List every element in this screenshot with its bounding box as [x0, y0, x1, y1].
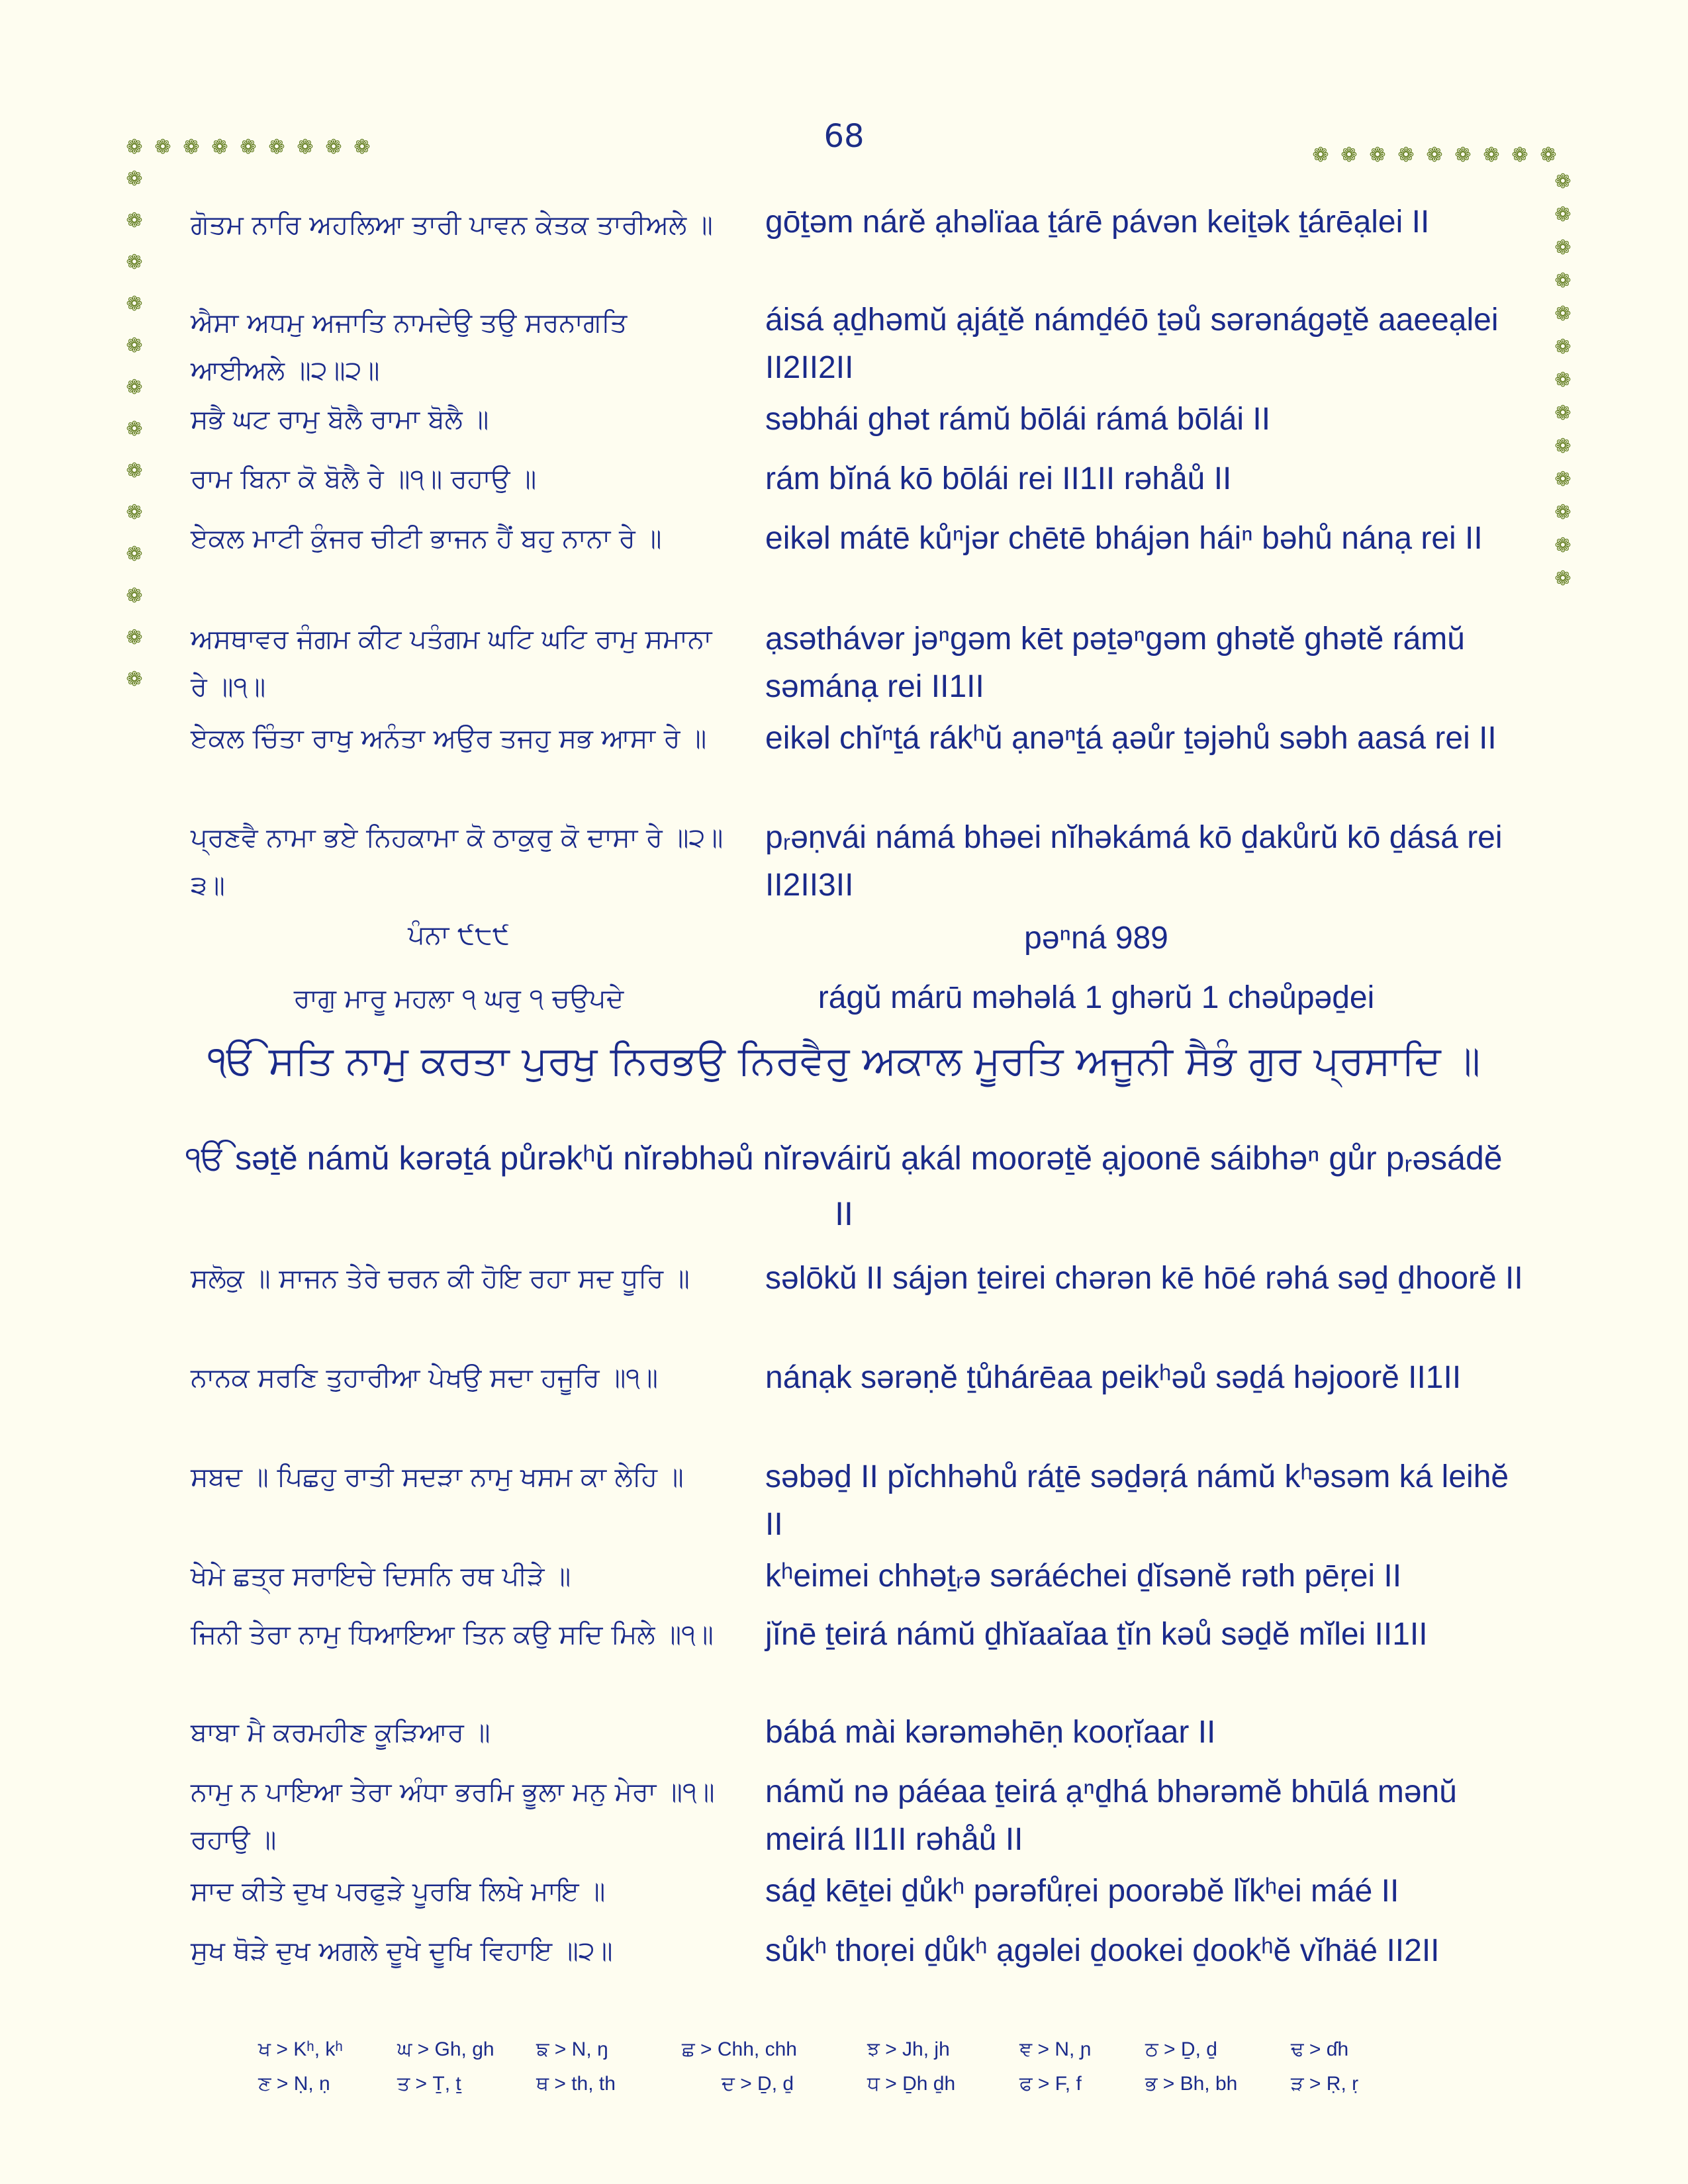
- legend-item: ਠ > Ḏ, ḏ: [1145, 2038, 1217, 2060]
- flower-ornament-icon: ❁: [1340, 144, 1358, 167]
- flower-ornament-icon: ❁: [1554, 567, 1571, 590]
- transliteration-line: eikəl mátē kůⁿjər chētē bhájən háiⁿ bəhů nánạ rei II: [765, 521, 1483, 556]
- gurmukhi-line: ਅਸਥਾਵਰ ਜੰਗਮ ਕੀਟ ਪਤੰਗਮ ਘਟਿ ਘਟਿ ਰਾਮੁ ਸਮਾਨਾ ਰੇ ॥੧॥: [191, 624, 712, 702]
- gurmukhi-line: ਰਾਮ ਬਿਨਾ ਕੋ ਬੋਲੈ ਰੇ ॥੧॥ ਰਹਾਉ ॥: [191, 464, 537, 494]
- legend-item: ਣ > Ṇ, ṇ: [258, 2073, 330, 2095]
- flower-ornament-icon: ❁: [211, 136, 228, 159]
- flower-ornament-icon: ❁: [1312, 144, 1329, 167]
- legend-item: ਞ > N, ɲ: [1019, 2038, 1092, 2060]
- transliteration-line: sáḏ kēṯei ḏůkʰ pərəfůṛei poorəbĕ lĭkʰei máé II: [765, 1874, 1399, 1909]
- legend-item: ਭ > Bh, bh: [1145, 2073, 1238, 2095]
- flower-ornament-icon: ❁: [297, 136, 314, 159]
- flower-ornament-icon: ❁: [240, 136, 257, 159]
- panna-gurmukhi: ਪੰਨਾ ੯੮੯: [408, 920, 510, 950]
- flower-ornament-icon: ❁: [126, 209, 143, 232]
- legend-item: ਝ > Jh, jh: [867, 2038, 950, 2060]
- gurmukhi-line: ਐਸਾ ਅਧਮੁ ਅਜਾਤਿ ਨਾਮਦੇਉ ਤਉ ਸਰਨਾਗਤਿ ਆਈਅਲੇ ॥੨॥੨॥: [191, 308, 628, 386]
- flower-ornament-icon: ❁: [126, 167, 143, 191]
- transliteration-line: pᵣəṇvái námá bhəei nĭhəkámá kō ḏakůrŭ kō ḏásá rei II2II3II: [765, 820, 1503, 903]
- flower-ornament-icon: ❁: [1554, 302, 1571, 326]
- flower-ornament-icon: ❁: [1554, 402, 1571, 425]
- gurmukhi-line: ਬਾਬਾ ਮੈ ਕਰਮਹੀਣ ਕੂੜਿਆਰ ॥: [191, 1717, 491, 1748]
- gurmukhi-line: ਏਕਲ ਮਾਟੀ ਕੁੰਜਰ ਚੀਟੀ ਭਾਜਨ ਹੈਂ ਬਹੁ ਨਾਨਾ ਰੇ ॥: [191, 523, 662, 554]
- gurmukhi-line: ਸੁਖ ਥੋੜੇ ਦੁਖ ਅਗਲੇ ਦੂਖੇ ਦੂਖਿ ਵਿਹਾਇ ॥੨॥: [191, 1936, 613, 1966]
- gurmukhi-line: ਏਕਲ ਚਿੰਤਾ ਰਾਖੁ ਅਨੰਤਾ ਅਉਰ ਤਜਹੁ ਸਭ ਆਸਾ ਰੇ ॥: [191, 723, 707, 754]
- flower-ornament-icon: ❁: [1483, 144, 1500, 167]
- flower-ornament-icon: ❁: [1554, 501, 1571, 524]
- flower-ornament-icon: ❁: [1540, 144, 1557, 167]
- legend-item: ੜ > Ṛ, ṛ: [1291, 2073, 1359, 2095]
- transliteration-line: eikəl chĭⁿṯá rákʰŭ ạnəⁿṯá ạəůr ṯəjəhů səbh aasá rei II: [765, 721, 1497, 756]
- transliteration-line: bábá mài kərəməhēṇ kooṛĭaar II: [765, 1715, 1216, 1750]
- page-number: 68: [823, 118, 865, 155]
- gurmukhi-line: ਗੋਤਮ ਨਾਰਿ ਅਹਲਿਆ ਤਾਰੀ ਪਾਵਨ ਕੇਤਕ ਤਾਰੀਅਲੇ ॥: [191, 210, 713, 240]
- gurmukhi-line: ਸਾਦ ਕੀਤੇ ਦੁਖ ਪਰਫੁੜੇ ਪੂਰਬਿ ਲਿਖੇ ਮਾਇ ॥: [191, 1876, 606, 1907]
- panna-translit: pəⁿná 989: [1024, 921, 1168, 956]
- flower-ornament-icon: ❁: [126, 584, 143, 608]
- transliteration-line: səlōkŭ II sájən ṯeirei chərən kē hōé rəhá səḏ ḏhoorĕ II: [765, 1261, 1523, 1296]
- flower-ornament-icon: ❁: [1554, 203, 1571, 226]
- gurmukhi-line: ਨਾਨਕ ਸਰਣਿ ਤੁਹਾਰੀਆ ਪੇਖਉ ਸਦਾ ਹਜੂਰਿ ॥੧॥: [191, 1363, 658, 1393]
- mool-mantar-translit: ੴ səṯĕ námŭ kərəṯá půrəkʰŭ nĭrəbhəů nĭrəváirŭ ạkál moorəṯĕ ạjoonē sáibhəⁿ gůr pᵣəsádĕ II: [185, 1140, 1503, 1232]
- flower-ornament-icon: ❁: [1554, 369, 1571, 392]
- legend-item: ਛ > Chh, chh: [682, 2038, 797, 2060]
- legend-item: ਖ > Kʰ, kʰ: [258, 2038, 343, 2060]
- gurmukhi-line: ਪ੍ਰਣਵੈ ਨਾਮਾ ਭਏ ਨਿਹਕਾਮਾ ਕੋ ਠਾਕੁਰੁ ਕੋ ਦਾਸਾ ਰੇ ॥੨॥੩॥: [191, 823, 724, 901]
- flower-ornament-icon: ❁: [1554, 435, 1571, 458]
- flower-ornament-icon: ❁: [1426, 144, 1443, 167]
- legend-item: ਧ > Ḏh ḏh: [867, 2073, 956, 2095]
- flower-ornament-icon: ❁: [126, 376, 143, 399]
- flower-ornament-icon: ❁: [126, 418, 143, 441]
- flower-ornament-icon: ❁: [1397, 144, 1415, 167]
- flower-ornament-icon: ❁: [126, 293, 143, 316]
- flower-ornament-icon: ❁: [126, 459, 143, 482]
- flower-ornament-icon: ❁: [1554, 468, 1571, 491]
- transliteration-line: áisá ạḏhəmŭ ạjáṯĕ námḏéō ṯəů sərənágəṯĕ aaeeạlei II2II2II: [765, 302, 1499, 385]
- flower-ornament-icon: ❁: [126, 501, 143, 524]
- gurmukhi-line: ਜਿਨੀ ਤੇਰਾ ਨਾਮੁ ਧਿਆਇਆ ਤਿਨ ਕਉ ਸਦਿ ਮਿਲੇ ॥੧॥: [191, 1619, 714, 1650]
- gurmukhi-line: ਸਲੋਕੁ ॥ ਸਾਜਨ ਤੇਰੇ ਚਰਨ ਕੀ ਹੋਇ ਰਹਾ ਸਦ ਧੂਰਿ ॥: [191, 1263, 690, 1294]
- legend-item: ਘ > Gh, gh: [397, 2038, 494, 2060]
- transliteration-line: námŭ nə páéaa ṯeirá ạⁿḏhá bhərəmĕ bhūlá mənŭ meirá II1II rəhåů II: [765, 1774, 1457, 1857]
- raag-gurmukhi: ਰਾਗੁ ਮਾਰੂ ਮਹਲਾ ੧ ਘਰੁ ੧ ਚਉਪਦੇ: [293, 983, 624, 1014]
- flower-ornament-icon: ❁: [126, 334, 143, 357]
- transliteration-line: səbhái ghət rámŭ bōlái rámá bōlái II: [765, 402, 1271, 437]
- gurmukhi-line: ਸਬਦ ॥ ਪਿਛਹੁ ਰਾਤੀ ਸਦੜਾ ਨਾਮੁ ਖਸਮ ਕਾ ਲੇਹਿ ॥: [191, 1462, 684, 1492]
- flower-ornament-icon: ❁: [126, 136, 143, 159]
- raag-translit: rágŭ márū məhəlá 1 ghərŭ 1 chəůpəḏei: [818, 980, 1375, 1015]
- flower-ornament-icon: ❁: [353, 136, 371, 159]
- flower-ornament-icon: ❁: [1554, 269, 1571, 293]
- flower-ornament-icon: ❁: [154, 136, 171, 159]
- flower-ornament-icon: ❁: [126, 626, 143, 649]
- gurmukhi-line: ਖੇਮੇ ਛਤ੍ਰ ਸਰਾਇਚੇ ਦਿਸਨਿ ਰਥ ਪੀੜੇ ॥: [191, 1561, 571, 1592]
- gurmukhi-line: ਸਭੈ ਘਟ ਰਾਮੁ ਬੋਲੈ ਰਾਮਾ ਬੋਲੈ ॥: [191, 404, 489, 435]
- flower-ornament-icon: ❁: [325, 136, 342, 159]
- transliteration-line: ạsəthávər jəⁿgəm kēt pəṯəⁿgəm ghətĕ ghətĕ rámŭ səmánạ rei II1II: [765, 621, 1465, 704]
- flower-ornament-icon: ❁: [1369, 144, 1386, 167]
- transliteration-line: nánạk sərəṇĕ ṯůhárēaa peikʰəů səḏá həjoorĕ II1II: [765, 1360, 1462, 1395]
- flower-ornament-icon: ❁: [126, 668, 143, 691]
- transliteration-line: jĭnē ṯeirá námŭ ḏhĭaaĭaa ṯĭn kəů səḏĕ mĭlei II1II: [765, 1617, 1428, 1652]
- legend-item: ਤ > Ṯ, ṯ: [397, 2073, 461, 2095]
- flower-ornament-icon: ❁: [126, 251, 143, 274]
- legend-item: ਙ > N, ŋ: [536, 2038, 608, 2060]
- flower-ornament-icon: ❁: [1454, 144, 1472, 167]
- transliteration-line: kʰeimei chhəṯᵣə səráéchei ḏĭsənĕ rəth pēṛei II: [765, 1559, 1402, 1594]
- legend-item: ਥ > th, th: [536, 2073, 616, 2095]
- flower-ornament-icon: ❁: [1554, 336, 1571, 359]
- flower-ornament-icon: ❁: [183, 136, 200, 159]
- transliteration-line: səbəḏ II pĭchhəhů ráṯē səḏəṛá námŭ kʰəsəm ká leihĕ II: [765, 1459, 1509, 1542]
- gurmukhi-line: ਨਾਮੁ ਨ ਪਾਇਆ ਤੇਰਾ ਅੰਧਾ ਭਰਮਿ ਭੂਲਾ ਮਨੁ ਮੇਰਾ ॥੧॥ ਰਹਾਉ ॥: [191, 1777, 715, 1855]
- legend-item: ਫ > F, f: [1019, 2073, 1082, 2095]
- flower-ornament-icon: ❁: [1554, 236, 1571, 259]
- flower-ornament-icon: ❁: [1511, 144, 1528, 167]
- legend-item: ਦ > Ḏ, ḏ: [722, 2073, 794, 2095]
- transliteration-line: rám bĭná kō bōlái rei II1II rəhåů II: [765, 461, 1232, 496]
- mool-mantar-gurmukhi: ੴ ਸਤਿ ਨਾਮੁ ਕਰਤਾ ਪੁਰਖੁ ਨਿਰਭਉ ਨਿਰਵੈਰੁ ਅਕਾਲ ਮੂਰਤਿ ਅਜੂਨੀ ਸੈਭੰ ਗੁਰ ਪ੍ਰਸਾਦਿ ॥: [207, 1038, 1481, 1084]
- flower-ornament-icon: ❁: [126, 543, 143, 566]
- flower-ornament-icon: ❁: [1554, 170, 1571, 193]
- flower-ornament-icon: ❁: [268, 136, 285, 159]
- flower-ornament-icon: ❁: [1554, 534, 1571, 557]
- legend-item: ਢ > ɗh: [1291, 2038, 1349, 2060]
- transliteration-line: gōṯəm nárĕ ạhəlïaa ṯárē pávən keiṯək ṯárēạlei II: [765, 205, 1430, 240]
- transliteration-line: sůkʰ thoṛei ḏůkʰ ạgəlei ḏookei ḏookʰĕ vĭhäé II2II: [765, 1933, 1440, 1968]
